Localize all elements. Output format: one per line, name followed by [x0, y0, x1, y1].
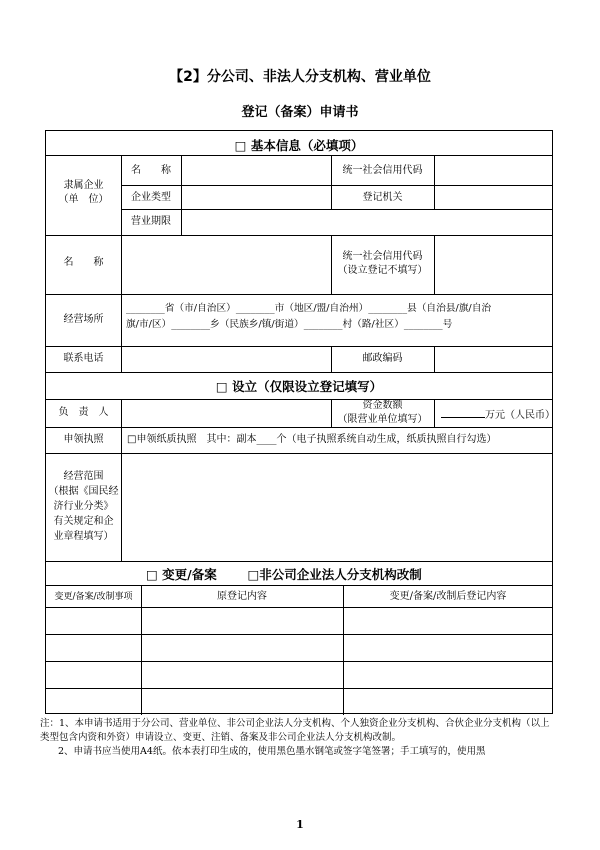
postcode-label: 邮政编码: [362, 353, 403, 364]
change-item-column: 变更/备案/改制事项: [54, 592, 133, 602]
address-line-1: ________省（市/自治区）________市（地区/盟/自治州）________县（自治县/旗/自治: [126, 303, 492, 314]
changed-content-column: 变更/备案/改制后登记内容: [389, 591, 507, 602]
capital-label: 资金数额 （限营业单位填写）: [337, 400, 428, 425]
enterprise-type-label: 企业类型: [131, 192, 171, 203]
name-label: 名 称: [131, 165, 171, 176]
notes: [40, 717, 556, 759]
capital-unit: 万元（人民币）: [485, 410, 555, 421]
change-option[interactable]: □ 变更/备案: [146, 567, 217, 582]
license-option[interactable]: □申领纸质执照 其中：副本____个（电子执照系统自动生成，纸质执照自行勾选）: [127, 434, 497, 445]
capital-amount: [441, 406, 553, 423]
address-label: 经营场所: [63, 314, 104, 325]
business-scope-label: 经营范围 （根据《国民经 济行业分类》 有关规定和企 业章程填写）: [48, 471, 119, 542]
basic-info-header[interactable]: □ 基本信息（必填项）: [234, 138, 364, 153]
form-title: 【2】分公司、非法人分支机构、营业单位: [169, 69, 431, 85]
phone-label: 联系电话: [63, 353, 104, 364]
page-number: 1: [296, 818, 304, 831]
form-subtitle: 登记（备案）申请书: [241, 105, 359, 120]
credit-code-label: 统一社会信用代码: [342, 165, 423, 176]
branch-credit-code-label: 统一社会信用代码 （设立登记不填写）: [337, 251, 428, 276]
note-2: 2、申请书应当使用A4纸。依本表打印生成的，使用黑色墨水钢笔或签字笔签署；手工填写的，使用黑: [58, 746, 486, 757]
registration-authority-label: 登记机关: [362, 192, 403, 203]
affiliated-enterprise-label: 隶属企业 （单 位）: [58, 180, 109, 205]
application-form: [45, 130, 553, 714]
business-term-label: 营业期限: [131, 216, 171, 227]
change-header: [146, 565, 552, 583]
license-label: 申领执照: [63, 434, 104, 445]
establish-header[interactable]: □ 设立（仅限设立登记填写）: [215, 379, 383, 394]
address-line-2: 旗/市/区）________乡（民族乡/镇/街道）________村（路/社区）________号: [126, 319, 453, 330]
responsible-person-label: 负 责 人: [58, 407, 109, 418]
restructure-option[interactable]: □非公司企业法人分支机构改制: [247, 567, 422, 582]
branch-name-label: 名 称: [63, 257, 104, 268]
original-content-column: 原登记内容: [217, 591, 267, 602]
note-1: 注：1、本申请书适用于分公司、营业单位、非公司企业法人分支机构、个人独资企业分支机构、合伙企业分支机构（以上类型包含内资和外资）申请设立、变更、注销、备案及非公司企业法人分支机构改制。: [40, 718, 550, 743]
